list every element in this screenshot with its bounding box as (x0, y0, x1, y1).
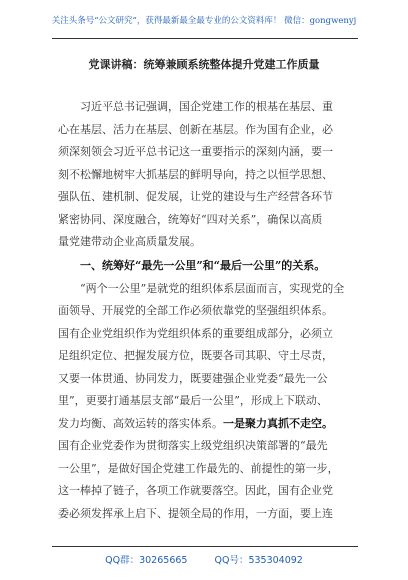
text-line: 刻不松懈地树牢大抓基层的鲜明导向，持之以恒学思想、 (58, 167, 333, 181)
paragraph-intro (58, 96, 358, 254)
text-line: 量党建带动企业高质量发展。 (58, 235, 201, 248)
text-line-with-emphasis (58, 413, 358, 436)
footer-qq-number: QQ号：535304092 (214, 555, 303, 566)
text-line: 强队伍、建机制、促发展，让党的建设与生产经营各环节 (58, 190, 333, 203)
header-divider (52, 38, 358, 39)
text-line: “两个一公里”是就党的组织体系层面而言，实现党的全 (80, 281, 345, 295)
emphasis-text: 一是聚力真抓不走空。 (223, 416, 333, 430)
text-line: 这一棒掉了链子，各项工作就要落空。因此，国有企业党 (58, 484, 333, 497)
text-line: 国有企业党组织作为党组织体系的重要组成部分，必须立 (58, 326, 333, 340)
text-line: 里”，更要打通基层支部“最后一公里”，形成上下联动、 (58, 394, 328, 407)
section-heading: 一、统筹好“最先一公里”和“最后一公里”的关系。 (80, 259, 326, 272)
text-line: 一公里”，是做好国企党建工作最先的、前提性的第一步， (58, 461, 339, 475)
section-one (58, 255, 358, 525)
text-line: 须深刻领会习近平总书记这一重要指示的深刻内涵，要一 (58, 145, 333, 158)
text-line: 委必须发挥承上启下、提领全局的作用，一方面，要上连 (58, 506, 333, 520)
text-fragment: 发力均衡、高效运转的落实体系。 (58, 416, 223, 430)
text-line: 心在基层、活力在基层、创新在基层。作为国有企业，必 (58, 122, 333, 136)
text-line: 紧密协同、深度融合，统筹好“四对关系”，确保以高质 (58, 212, 323, 226)
header-banner: 关注头条号“公文研究”，获得最新最全最专业的公文资料库！ 微信：gongwenyj (51, 16, 357, 26)
document-title: 党课讲稿：统筹兼顾系统整体提升党建工作质量 (88, 58, 320, 71)
text-line: 又要一体贯通、协同发力，既要建强企业党委“最先一公 (58, 371, 328, 385)
footer (0, 552, 408, 566)
text-line: 习近平总书记强调，国企党建工作的根基在基层、重 (80, 100, 333, 113)
text-line: 国有企业党委作为贯彻落实上级党组织决策部署的“最先 (58, 439, 328, 452)
text-line: 足组织定位、把握发展方位，既要各司其职、守土尽责， (58, 349, 333, 362)
footer-qq-group: QQ群：30265665 (105, 555, 188, 566)
text-line: 面领导、开展党的全部工作必须依靠党的坚强组织体系。 (58, 304, 333, 317)
footer-divider (52, 546, 358, 547)
